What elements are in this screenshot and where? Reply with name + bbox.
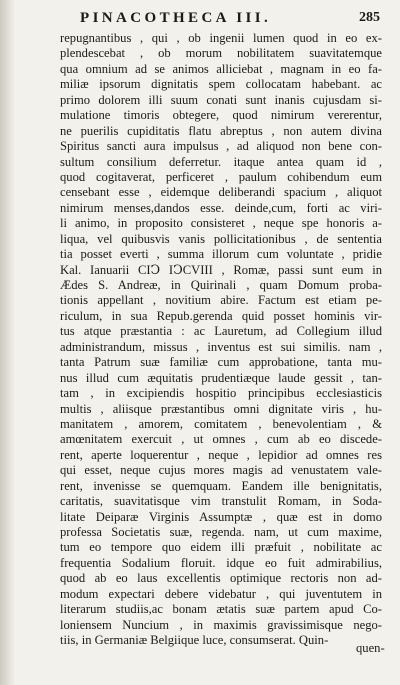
text-line: mulatione timoris obtegere, quod nimirum vererentur, <box>60 108 382 123</box>
text-line: tionis appellant , novitium abire. Factum est etiam pe- <box>60 293 382 308</box>
text-line: administrandum, missus , inventus est sui similis. nam , <box>60 339 382 354</box>
text-line: Ædes S. Andreæ, in Quirinali , quam Domum proba- <box>60 278 382 292</box>
text-line: rent, invenisse se quemquam. Eandem ille benignitatis, <box>60 478 382 493</box>
page-header <box>50 10 380 28</box>
text-line: manitatem , amorem, comitatem , benevolentiam , & <box>60 416 382 431</box>
text-line: nus illud cum æquitatis prudentiæque laude gessit , tan- <box>60 370 382 385</box>
text-line: frequentia Sodalium floruit. idque eo fuit admirabilius, <box>60 555 382 570</box>
text-line: li animo, in proposito consisteret , neque spe honoris a- <box>60 216 382 231</box>
text-line: ne puerilis cupiditatis flatu abreptus , non autem divina <box>60 123 382 138</box>
text-line: Kal. Ianuarii CIↃ IↃCVIII , Romæ, passi sunt eum in <box>60 262 382 277</box>
running-title: PINACOTHECA III. <box>80 10 272 26</box>
text-line: tiis, in Germaniæ Belgiique luce, consumserat. Quin- <box>60 633 329 648</box>
text-line: Spiritus sancti aura impulsus , ad aliquod non bene con- <box>60 139 382 154</box>
text-line: quod cogitaverat, perficeret , paulum cohibendum eum <box>60 169 382 184</box>
text-line: tanta Patrum suæ familiæ cum approbatione, tanta mu- <box>60 355 382 370</box>
text-line: nimirum menses,dandos esse. deinde,cum, forti ac viri- <box>60 200 382 215</box>
text-line: liqua, vel quibusvis vanis pollicitationibus , de sententia <box>60 231 382 246</box>
text-line: tus atque præstantia : ac Lauretum, ad Collegium illud <box>60 324 382 339</box>
catchword: quen- <box>356 641 385 655</box>
text-line: modum expectari debere videbatur , qui juventutem in <box>60 586 382 601</box>
text-line: quod ab eo laus excellentis optimique rectoris non ad- <box>60 571 382 586</box>
page-gutter-shadow <box>0 0 16 685</box>
text-line: miliæ ipsorum dignitatis spem collocatam habebant. ac <box>60 77 382 92</box>
text-line: rent, aperte loquerentur , neque , lepidior ad omnes res <box>60 447 382 462</box>
text-line: riculum, in sua Repub.gerenda quid posset hominis vir- <box>60 308 382 323</box>
text-line: tam , in excipiendis hospitio principibus ecclesiasticis <box>60 386 382 401</box>
text-line: qui esset, neque cujus mores magis ad venustatem vale- <box>60 463 382 478</box>
text-line: professa Societatis suæ, regenda. nam, ut cum maxime, <box>60 525 382 539</box>
text-line: amœnitatem exercuit , ut omnes , cum ab eo discede- <box>60 432 382 447</box>
text-line: repugnantibus , qui , ob ingenii lumen quod in eo ex- <box>60 31 382 45</box>
text-line: censebant esse , eidemque deliberandi spacium , aliquot <box>60 185 382 200</box>
page-number: 285 <box>359 10 380 25</box>
text-line: caritatis, suavitatisque vim transtulit Romam, in Soda- <box>60 494 382 509</box>
text-line: sultum consilium deferretur. itaque antea quam id , <box>60 154 382 169</box>
text-line: primo dolorem illi suum conati sunt inanis cujusdam si- <box>60 92 382 107</box>
text-line: loniensem Nuncium , in maximis gravissimisque nego- <box>60 617 382 632</box>
text-line: qua omnium ad se animos alliciebat , magnam in eo fa- <box>60 61 382 76</box>
text-line: literarum studiis,ac bonam ætatis suæ partem apud Co- <box>60 602 382 617</box>
text-line: tia posset everti , summa illorum cum voluntate , pridie <box>60 247 382 262</box>
text-line: plendescebat , ob morum nobilitatem suavitatemque <box>60 46 382 61</box>
text-line: litate Deiparæ Virginis Assumptæ , quæ est in domo <box>60 509 382 524</box>
text-line: tum eo tempore quo eidem illi præfuit , nobilitate ac <box>60 540 382 555</box>
text-line: multis , aliisque præstantibus omni dignitate viris , hu- <box>60 401 382 416</box>
body-text <box>60 31 382 649</box>
